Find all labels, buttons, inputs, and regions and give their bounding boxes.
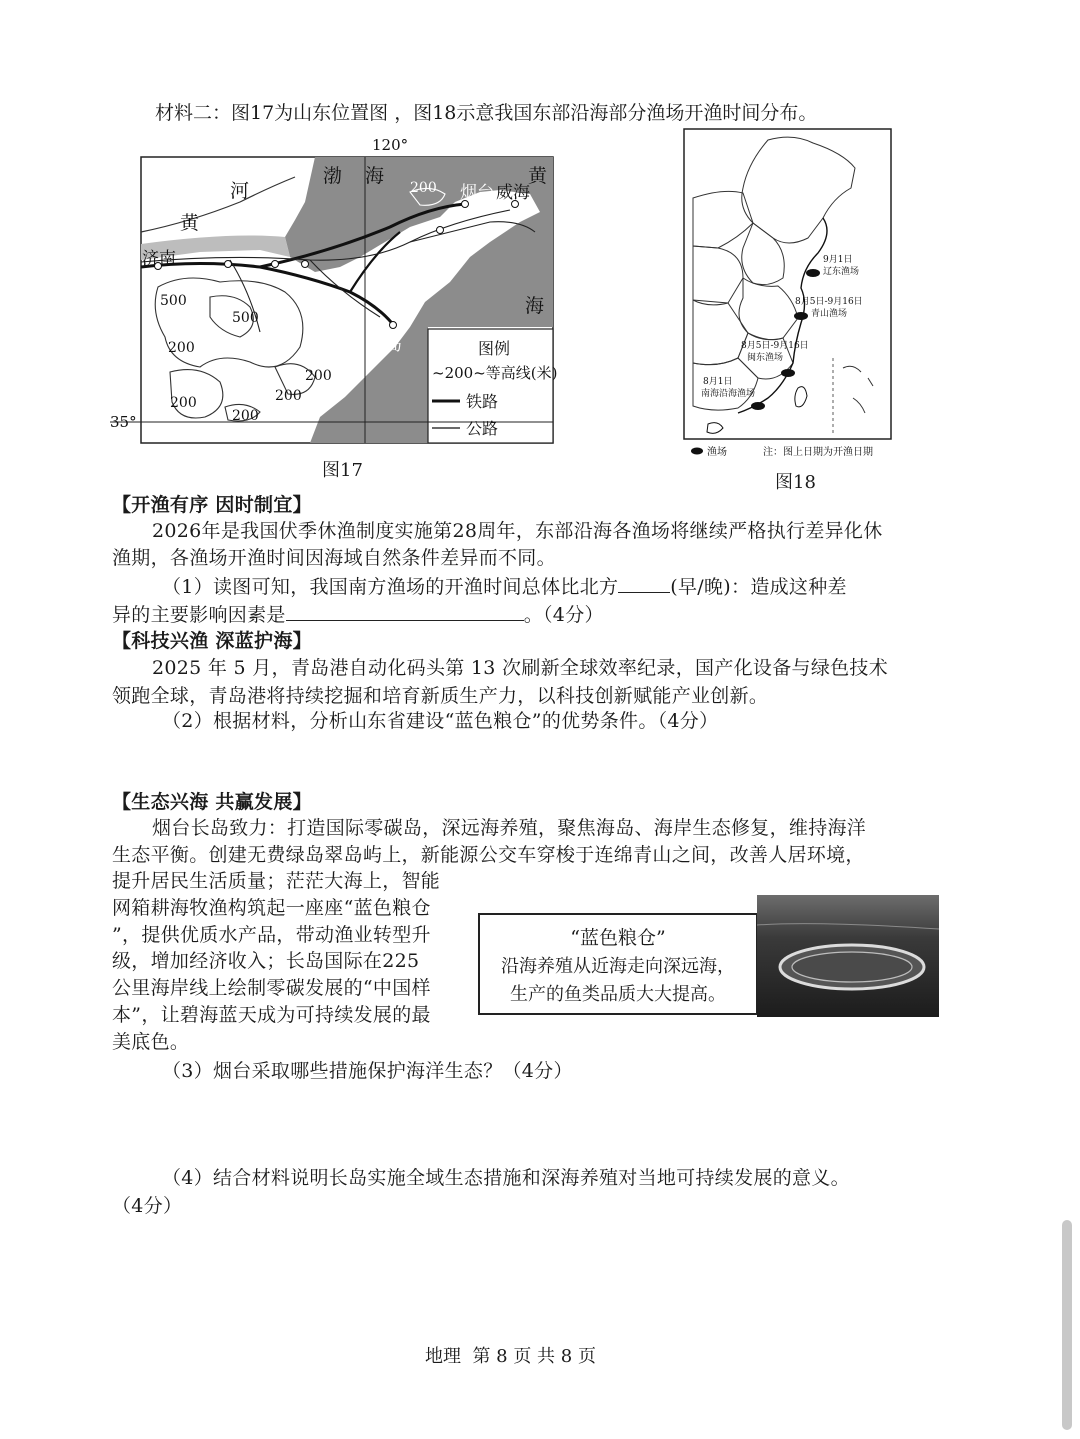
sea-cage-photo bbox=[757, 895, 939, 1017]
fig18-note: 注：图上日期为开渔日期 bbox=[763, 447, 873, 458]
city-weihai: 威海 bbox=[496, 183, 530, 203]
section1-para-line-1: 2026年是我国伏季休渔制度实施第28周年，东部沿海各渔场将继续严格执行差异化休 bbox=[152, 520, 883, 542]
contour-label: 500 bbox=[160, 293, 187, 309]
contour-label: 200 bbox=[453, 233, 480, 249]
callout-title: “蓝色粮仓” bbox=[570, 927, 666, 949]
answer-blank-early-late[interactable] bbox=[618, 572, 670, 593]
city-jinan: 济南 bbox=[142, 249, 176, 269]
contour-label: 500 bbox=[232, 310, 259, 326]
legend-title: 图例 bbox=[478, 339, 511, 358]
fig18-legend-symbol: 渔场 bbox=[707, 447, 727, 458]
legend-railway: 铁路 bbox=[466, 392, 499, 411]
question-1-text-c: 异的主要影响因素是 bbox=[112, 604, 286, 626]
section3-line: 烟台长岛致力：打造国际零碳岛，深远海养殖，聚焦海岛、海岸生态修复，维持海洋 bbox=[152, 817, 867, 839]
question-4-line-2: （4分） bbox=[112, 1195, 183, 1217]
section-heading-3: 【生态兴海 共赢发展】 bbox=[112, 791, 312, 813]
section3-line: 本”，让碧海蓝天成为可持续发展的最 bbox=[112, 1004, 431, 1026]
fishery-name-1: 辽东渔场 bbox=[823, 267, 860, 277]
figure-18-caption: 图18 bbox=[775, 472, 816, 493]
question-4-line-1: （4）结合材料说明长岛实施全域生态措施和深海养殖对当地可持续发展的意义。 bbox=[162, 1167, 850, 1189]
figure-17-caption: 图17 bbox=[322, 460, 363, 481]
sea-label-hai: 海 bbox=[365, 165, 385, 187]
section1-para-line-2: 渔期，各渔场开渔时间因海域自然条件差异而不同。 bbox=[112, 547, 556, 569]
question-1-text-b: (早/晚)：造成这种差 bbox=[670, 576, 847, 598]
sea-label-bo: 渤 bbox=[323, 165, 343, 187]
fishery-date-1: 9月1日 bbox=[823, 255, 853, 265]
page-footer: 地理 第 8 页 共 8 页 bbox=[425, 1346, 596, 1367]
section3-line: 级，增加经济收入；长岛国际在225 bbox=[112, 950, 420, 972]
question-1-text-d: 。（4分） bbox=[523, 604, 604, 626]
answer-blank-factor[interactable] bbox=[286, 600, 524, 621]
question-1-line-1 bbox=[162, 572, 847, 602]
legend-contour: ~200~等高线(米) bbox=[432, 364, 558, 382]
contour-label: 200 bbox=[305, 368, 332, 384]
fishery-date-4: 8月1日 bbox=[703, 377, 733, 387]
section3-line: 提升居民生活质量；茫茫大海上，智能 bbox=[112, 870, 441, 892]
section3-line: ”，提供优质水产品，带动渔业转型升 bbox=[112, 924, 431, 946]
section2-para-line-1: 2025 年 5 月，青岛港自动化码头第 13 次刷新全球效率纪录，国产化设备与绿色技术 bbox=[152, 657, 889, 679]
question-1-text-a: （1）读图可知，我国南方渔场的开渔时间总体比北方 bbox=[162, 576, 619, 598]
vertical-scrollbar[interactable] bbox=[1062, 1220, 1072, 1430]
section-heading-2: 【科技兴渔 深蓝护海】 bbox=[112, 630, 312, 652]
figure-18-map bbox=[683, 128, 893, 463]
river-label-he: 河 bbox=[230, 180, 250, 202]
contour-label: 200 bbox=[168, 340, 195, 356]
blue-granary-callout bbox=[478, 913, 758, 1015]
latitude-label: 35° bbox=[110, 413, 137, 431]
fishery-name-3: 闽东渔场 bbox=[747, 353, 784, 363]
river-label-huang: 黄 bbox=[180, 212, 200, 234]
fishery-name-2: 青山渔场 bbox=[811, 309, 848, 319]
question-2: （2）根据材料，分析山东省建设“蓝色粮仓”的优势条件。（4分） bbox=[162, 710, 719, 732]
section3-line: 生态平衡。创建无费绿岛翠岛屿上，新能源公交车穿梭于连绵青山之间，改善人居环境， bbox=[112, 844, 865, 866]
section3-line: 公里海岸线上绘制零碳发展的“中国样 bbox=[112, 977, 431, 999]
contour-label: 200 bbox=[410, 180, 437, 196]
section-heading-1: 【开渔有序 因时制宜】 bbox=[112, 494, 312, 516]
fishery-date-3: 8月5日-9月16日 bbox=[741, 341, 809, 351]
contour-label: 200 bbox=[170, 395, 197, 411]
callout-line-2: 生产的鱼类品质大大提高。 bbox=[510, 984, 726, 1005]
city-yantai: 烟台 bbox=[460, 183, 494, 203]
figure-17-map bbox=[110, 132, 560, 452]
longitude-label: 120° bbox=[372, 136, 409, 154]
callout-line-1: 沿海养殖从近海走向深远海， bbox=[501, 956, 735, 977]
contour-label: 200 bbox=[232, 408, 259, 424]
legend-road: 公路 bbox=[466, 419, 499, 438]
fishery-name-4: 南海沿海渔场 bbox=[701, 389, 756, 399]
sea-label-hai-2: 海 bbox=[525, 295, 545, 317]
city-qingdao: 青岛 bbox=[368, 335, 402, 355]
sea-label-huang: 黄 bbox=[528, 165, 548, 187]
fishery-date-2: 8月5日-9月16日 bbox=[795, 297, 863, 307]
material-intro: 材料二：图17为山东位置图 ，图18示意我国东部沿海部分渔场开渔时间分布。 bbox=[155, 102, 818, 124]
section3-line: 美底色。 bbox=[112, 1031, 190, 1053]
section2-para-line-2: 领跑全球，青岛港将持续挖掘和培育新质生产力，以科技创新赋能产业创新。 bbox=[112, 685, 769, 707]
contour-label: 200 bbox=[275, 388, 302, 404]
section3-line: 网箱耕海牧渔构筑起一座座“蓝色粮仓 bbox=[112, 897, 431, 919]
question-3: （3）烟台采取哪些措施保护海洋生态？（4分） bbox=[162, 1060, 573, 1082]
